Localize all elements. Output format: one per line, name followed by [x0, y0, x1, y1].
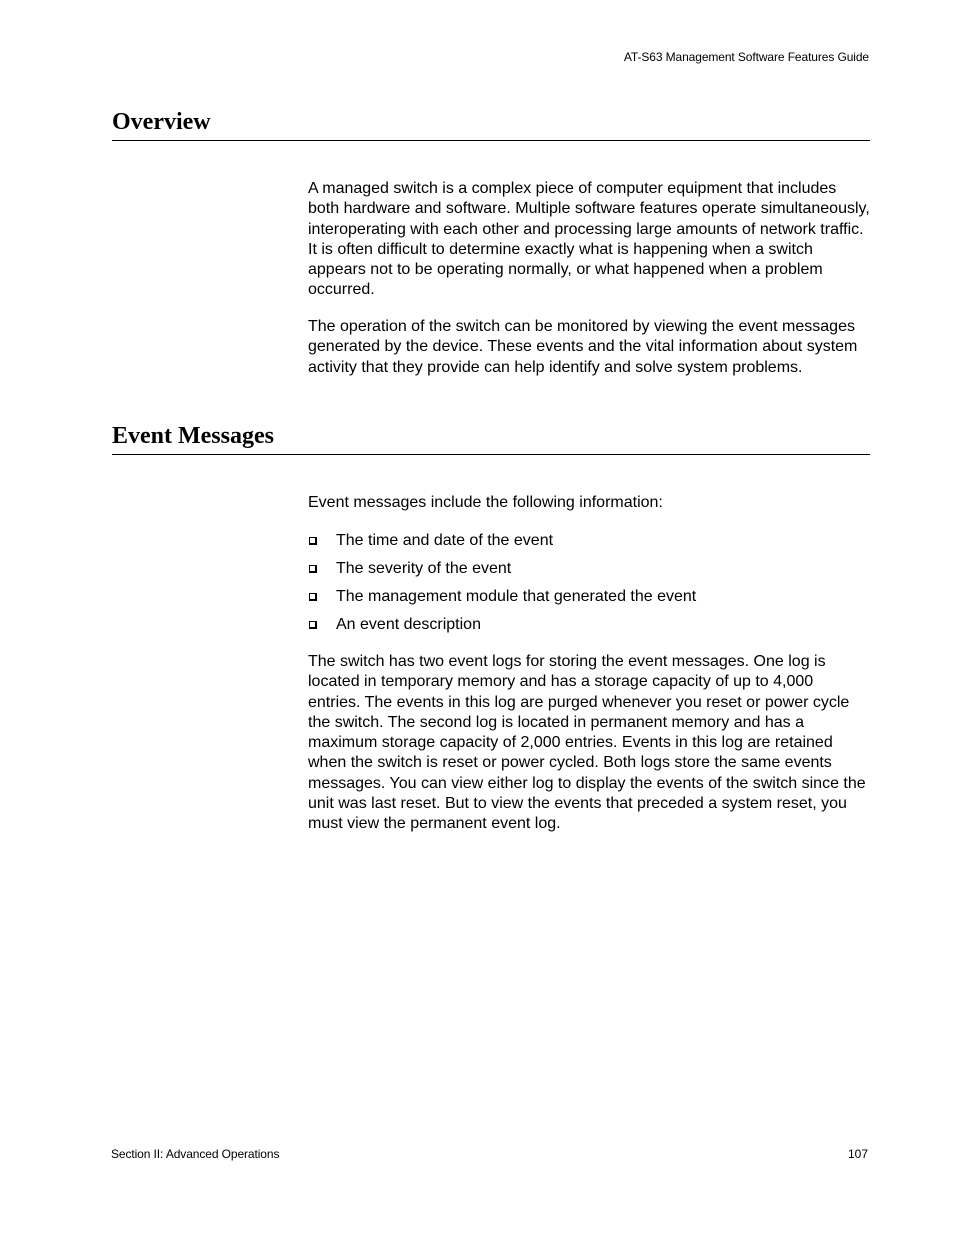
- event-messages-heading: Event Messages: [112, 422, 870, 455]
- checkbox-bullet-icon: [309, 593, 317, 601]
- checkbox-bullet-icon: [309, 565, 317, 573]
- list-item-label: The time and date of the event: [336, 532, 554, 549]
- overview-paragraph-1: A managed switch is a complex piece of computer equipment that includes both hardware and software. Multiple software features operate simultaneously, interoperating with each other and processing large amounts of network traffic. It is often difficult to determine exactly what is happening when a switch appears not to be operating normally, or what happened when a problem occurred.: [308, 180, 870, 299]
- list-item-label: The severity of the event: [336, 560, 512, 577]
- running-header: AT-S63 Management Software Features Guide: [623, 50, 869, 64]
- list-item: [308, 559, 870, 587]
- list-item-label: The management module that generated the event: [336, 588, 697, 605]
- list-item: [308, 615, 870, 643]
- list-item: [308, 587, 870, 615]
- checkbox-bullet-icon: [309, 621, 317, 629]
- event-logs-paragraph: The switch has two event logs for storing the event messages. One log is located in temporary memory and has a storage capacity of up to 4,000 entries. The events in this log are purged whenever you reset or power cycle the switch. The second log is located in permanent memory and has a maximum storage capacity of 2,000 entries. Events in this log are retained when the switch is reset or power cycled. Both logs store the same events messages. You can view either log to display the events of the switch since the unit was last reset. But to view the events that preceded a system reset, you must view the permanent event log.: [308, 653, 866, 833]
- list-item: [308, 531, 870, 559]
- overview-paragraph-2: The operation of the switch can be monitored by viewing the event messages generated by the device. These events and the vital information about system activity that they provide can help identify and solve system problems.: [308, 318, 858, 376]
- overview-heading: Overview: [112, 108, 870, 141]
- checkbox-bullet-icon: [309, 537, 317, 545]
- footer-section-label: Section II: Advanced Operations: [111, 1147, 280, 1161]
- event-messages-intro: Event messages include the following information:: [308, 494, 663, 511]
- event-info-list: [308, 531, 870, 643]
- page-number: 107: [847, 1147, 868, 1161]
- list-item-label: An event description: [336, 616, 481, 633]
